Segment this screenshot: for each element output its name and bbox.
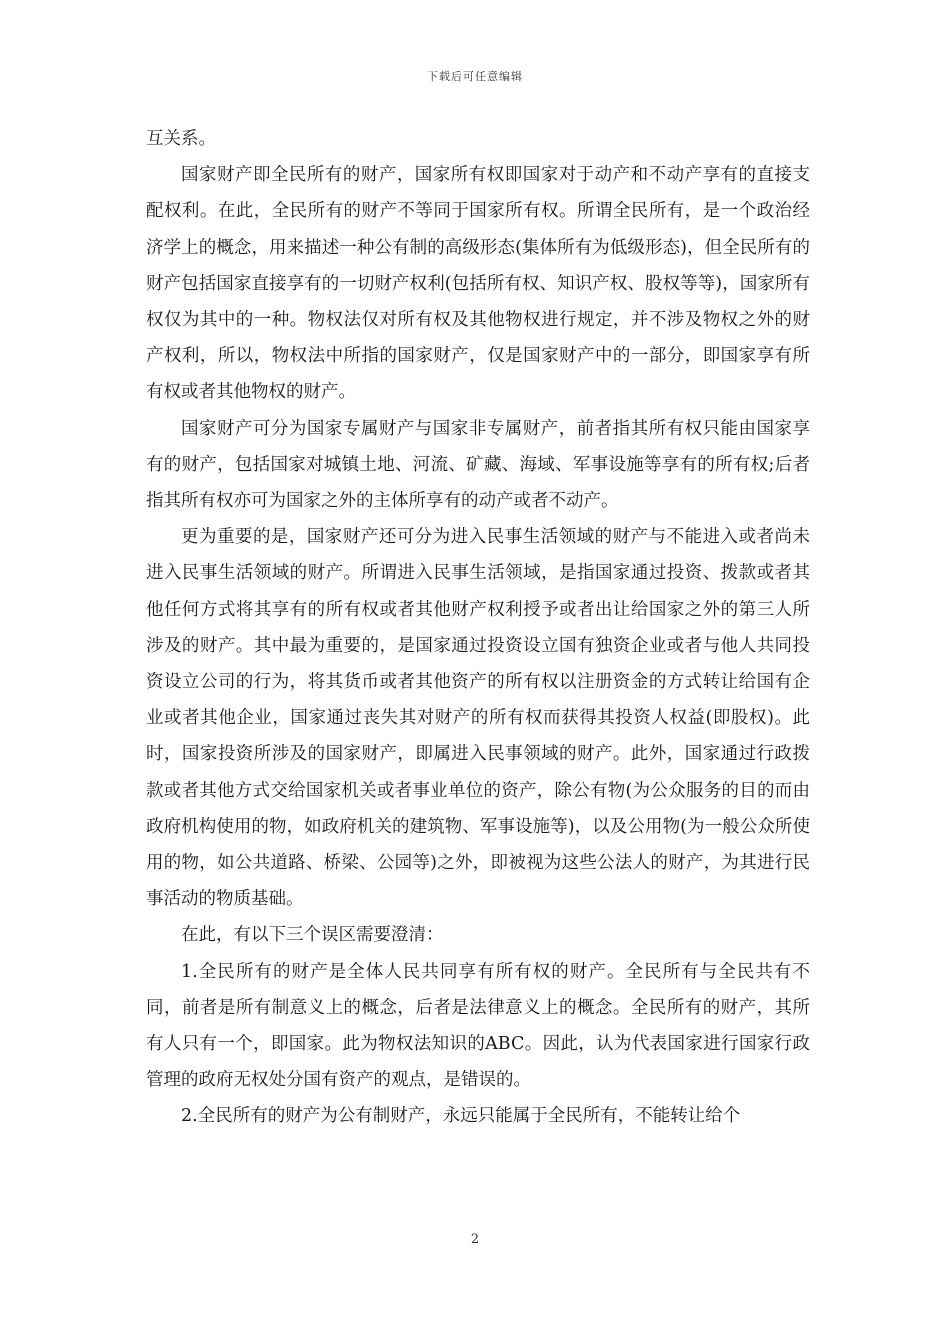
paragraph-state-property-definition: 国家财产即全民所有的财产，国家所有权即国家对于动产和不动产享有的直接支配权利。在此，全民所有的财产不等同于国家所有权。所谓全民所有，是一个政治经济学上的概念，用来描述一种公有制的高级形态(集体所有为低级形态)，但全民所有的财产包括国家直接享有的一切财产权利(包括所有权、知识产权、股权等等)，国家所有权仅为其中的一种。物权法仅对所有权及其他物权进行规定，并不涉及物权之外的财产权利，所以，物权法中所指的国家财产，仅是国家财产中的一部分，即国家享有所有权或者其他物权的财产。 [146, 165, 810, 403]
page-header: 下载后可任意编辑 [427, 70, 523, 83]
paragraph-misconceptions-intro: 在此，有以下三个误区需要澄清： [181, 925, 444, 946]
paragraph-exclusive-property: 国家财产可分为国家专属财产与国家非专属财产，前者指其所有权只能由国家享有的财产，包括国家对城镇土地、河流、矿藏、海域、军事设施等享有的所有权;后者指其所有权亦可为国家之外的主体所享有的动产或者不动产。 [146, 418, 810, 512]
paragraph-civil-domain-property: 更为重要的是，国家财产还可分为进入民事生活领域的财产与不能进入或者尚未进入民事生活领域的财产。所谓进入民事生活领域，是指国家通过投资、拨款或者其他任何方式将其享有的所有权或者其他财产权利授予或者出让给国家之外的第三人所涉及的财产。其中最为重要的，是国家通过投资设立国有独资企业或者与他人共同投资设立公司的行为，将其货币或者其他资产的所有权以注册资金的方式转让给国有企业或者其他企业，国家通过丧失其对财产的所有权而获得其投资人权益(即股权)。此时，国家投资所涉及的国家财产，即属进入民事领域的财产。此外，国家通过行政拨款或者其他方式交给国家机关或者事业单位的资产，除公有物(为公众服务的目的而由政府机构使用的物，如政府机关的建筑物、军事设施等)，以及公用物(为一般公众所使用的物，如公共道路、桥梁、公园等)之外，即被视为这些公法人的财产，为其进行民事活动的物质基础。 [146, 527, 810, 910]
paragraph-misconception-1: 1.全民所有的财产是全体人民共同享有所有权的财产。全民所有与全民共有不同，前者是所有制意义上的概念，后者是法律意义上的概念。全民所有的财产，其所有人只有一个，即国家。此为物权法知识的ABC。因此，认为代表国家进行国家行政管理的政府无权处分国有资产的观点，是错误的。 [146, 961, 810, 1091]
document-body [146, 121, 810, 1135]
paragraph-misconception-2: 2.全民所有的财产为公有制财产，永远只能属于全民所有，不能转让给个 [181, 1106, 741, 1127]
page-number: 2 [470, 1232, 480, 1247]
paragraph-continuation: 互关系。 [146, 129, 216, 149]
